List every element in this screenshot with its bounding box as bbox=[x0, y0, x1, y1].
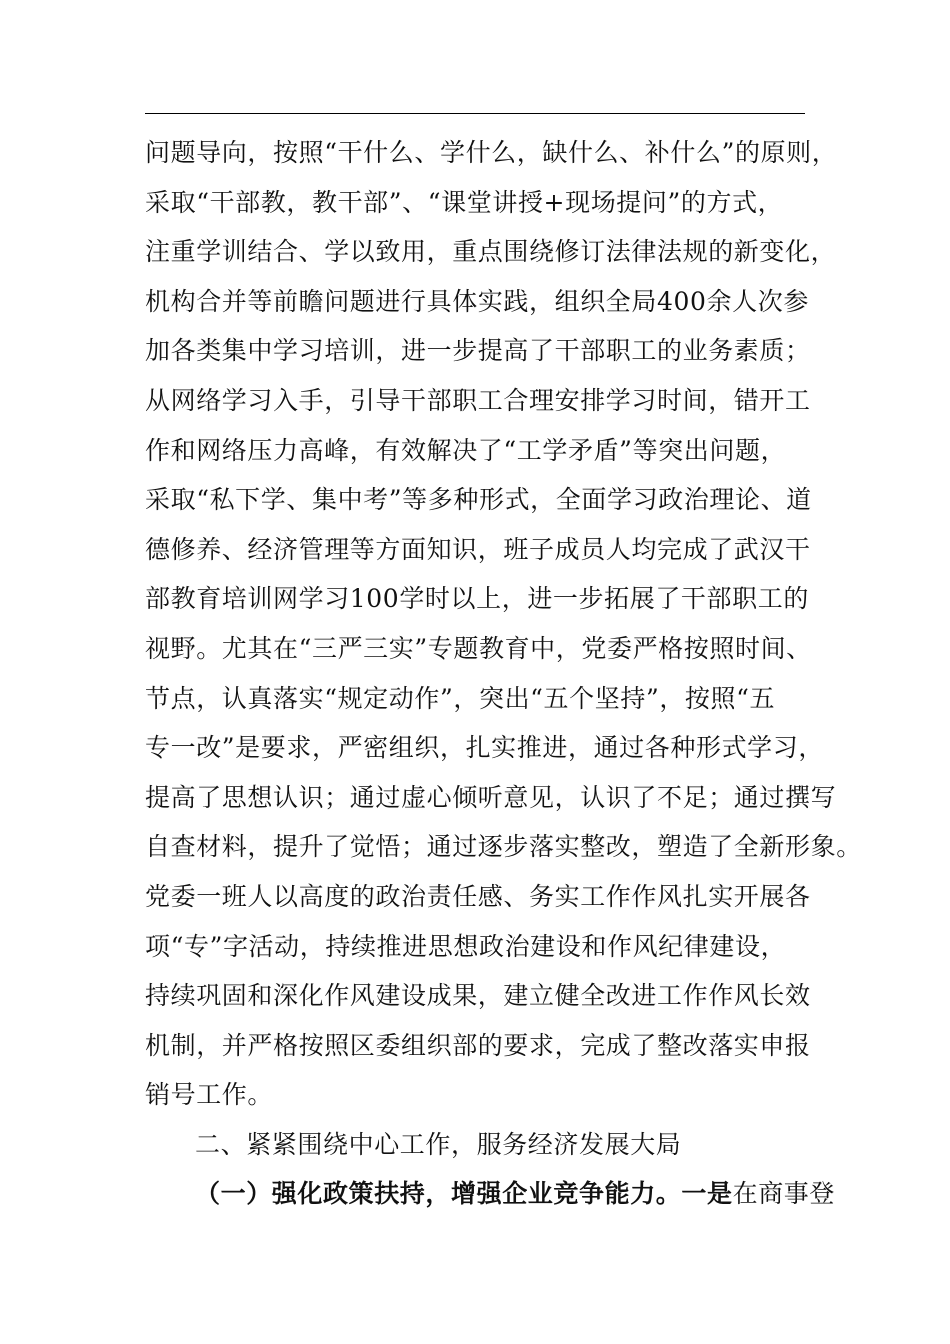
text-line: 采取“干部教，教干部”、“课堂讲授+现场提问”的方式， bbox=[145, 187, 784, 217]
text-line: 节点，认真落实“规定动作”，突出“五个坚持”，按照“五 bbox=[145, 683, 776, 713]
text-line: 项“专”字活动，持续推进思想政治建设和作风纪律建设， bbox=[145, 931, 787, 961]
subsection-paragraph bbox=[145, 1169, 836, 1219]
text-line: 采取“私下学、集中考”等多种形式，全面学习政治理论、道 bbox=[145, 485, 812, 515]
text-line: 机制，并严格按照区委组织部的要求，完成了整改落实申报 bbox=[145, 1030, 811, 1060]
text-line: 持续巩固和深化作风建设成果，建立健全改进工作作风长效 bbox=[145, 981, 811, 1011]
text-line: 专一改”是要求，严密组织，扎实推进，通过各种形式学习， bbox=[145, 733, 824, 763]
text-line: 销号工作。 bbox=[145, 1080, 274, 1110]
text-line: 部教育培训网学习100学时以上，进一步拓展了干部职工的 bbox=[145, 584, 809, 614]
section-heading: 二、紧紧围绕中心工作，服务经济发展大局 bbox=[195, 1129, 682, 1159]
text-line: 提高了思想认识；通过虚心倾听意见，认识了不足；通过撰写 bbox=[145, 782, 837, 812]
text-line: 机构合并等前瞻问题进行具体实践，组织全局400余人次参 bbox=[145, 286, 809, 316]
text-line: 德修养、经济管理等方面知识，班子成员人均完成了武汉干 bbox=[145, 534, 811, 564]
text-line: 问题导向，按照“干什么、学什么，缺什么、补什么”的原则， bbox=[145, 138, 838, 167]
subsection-bold-lead: （一）强化政策扶持，增强企业竞争能力。一是 bbox=[195, 1179, 733, 1209]
text-line: 注重学训结合、学以致用，重点围绕修订法律法规的新变化， bbox=[145, 237, 837, 267]
header-rule bbox=[145, 113, 805, 114]
text-line: 从网络学习入手，引导干部职工合理安排学习时间，错开工 bbox=[145, 385, 811, 415]
text-line: 自查材料，提升了觉悟；通过逐步落实整改，塑造了全新形象。 bbox=[145, 832, 862, 862]
subsection-text: 在商事登 bbox=[732, 1179, 836, 1209]
text-line: 加各类集中学习培训，进一步提高了干部职工的业务素质； bbox=[145, 336, 811, 366]
text-line: 党委一班人以高度的政治责任感、务实工作作风扎实开展各 bbox=[145, 881, 811, 911]
text-line: 视野。尤其在“三严三实”专题教育中，党委严格按照时间、 bbox=[145, 633, 812, 663]
text-line: 作和网络压力高峰，有效解决了“工学矛盾”等突出问题， bbox=[145, 435, 787, 465]
document-body bbox=[145, 128, 862, 1219]
